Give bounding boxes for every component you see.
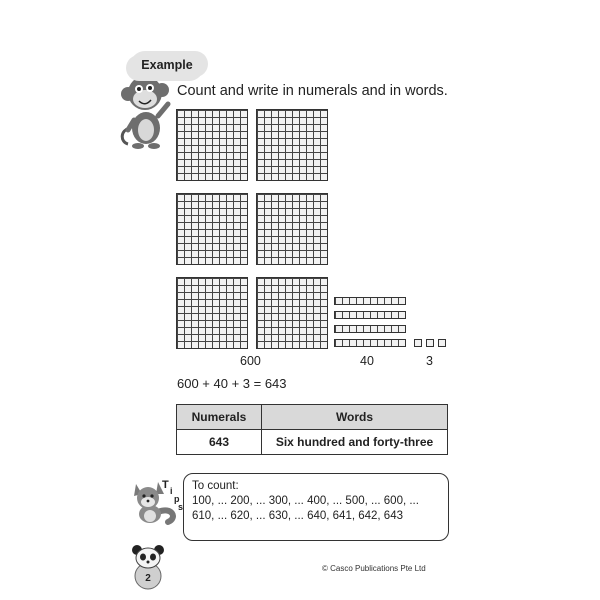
numeral-cell: 643: [177, 430, 262, 455]
answer-table: [176, 404, 448, 455]
hundred-flat: [176, 109, 248, 181]
svg-text:s: s: [178, 502, 184, 512]
hundred-flat: [256, 277, 328, 349]
hundreds-caption: 600: [240, 354, 261, 368]
example-badge: [130, 51, 204, 81]
svg-text:T: T: [162, 479, 169, 491]
table-row: [177, 430, 448, 455]
one-cube: [438, 339, 446, 347]
tips-line: 100, ... 200, ... 300, ... 400, ... 500, ... 600, ...: [192, 495, 419, 507]
svg-text:p: p: [174, 494, 180, 504]
hundred-flat: [256, 109, 328, 181]
tips-line: 610, ... 620, ... 630, ... 640, 641, 642, 643: [192, 510, 403, 522]
page-number: 2: [145, 573, 151, 584]
ones-caption: 3: [426, 354, 433, 368]
panda-page-badge: [128, 543, 168, 591]
hundred-flat: [176, 193, 248, 265]
instruction-text: Count and write in numerals and in words.: [177, 83, 448, 99]
hundred-flat: [176, 277, 248, 349]
words-cell: Six hundred and forty-three: [262, 430, 448, 455]
svg-text:i: i: [170, 486, 173, 496]
ten-rod: [334, 339, 406, 347]
copyright-text: © Casco Publications Pte Ltd: [322, 564, 426, 573]
addition-equation: 600 + 40 + 3 = 643: [177, 376, 287, 391]
tips-box: [183, 473, 449, 541]
table-header-row: [177, 405, 448, 430]
tens-caption: 40: [360, 354, 374, 368]
ten-rod: [334, 297, 406, 305]
hundred-flat: [256, 193, 328, 265]
ten-rod: [334, 311, 406, 319]
example-badge-label: Example: [141, 58, 193, 72]
tips-line: To count:: [192, 480, 239, 492]
one-cube: [414, 339, 422, 347]
numerals-header: Numerals: [177, 405, 262, 430]
monkey-illustration: [118, 68, 178, 158]
one-cube: [426, 339, 434, 347]
ten-rod: [334, 325, 406, 333]
words-header: Words: [262, 405, 448, 430]
